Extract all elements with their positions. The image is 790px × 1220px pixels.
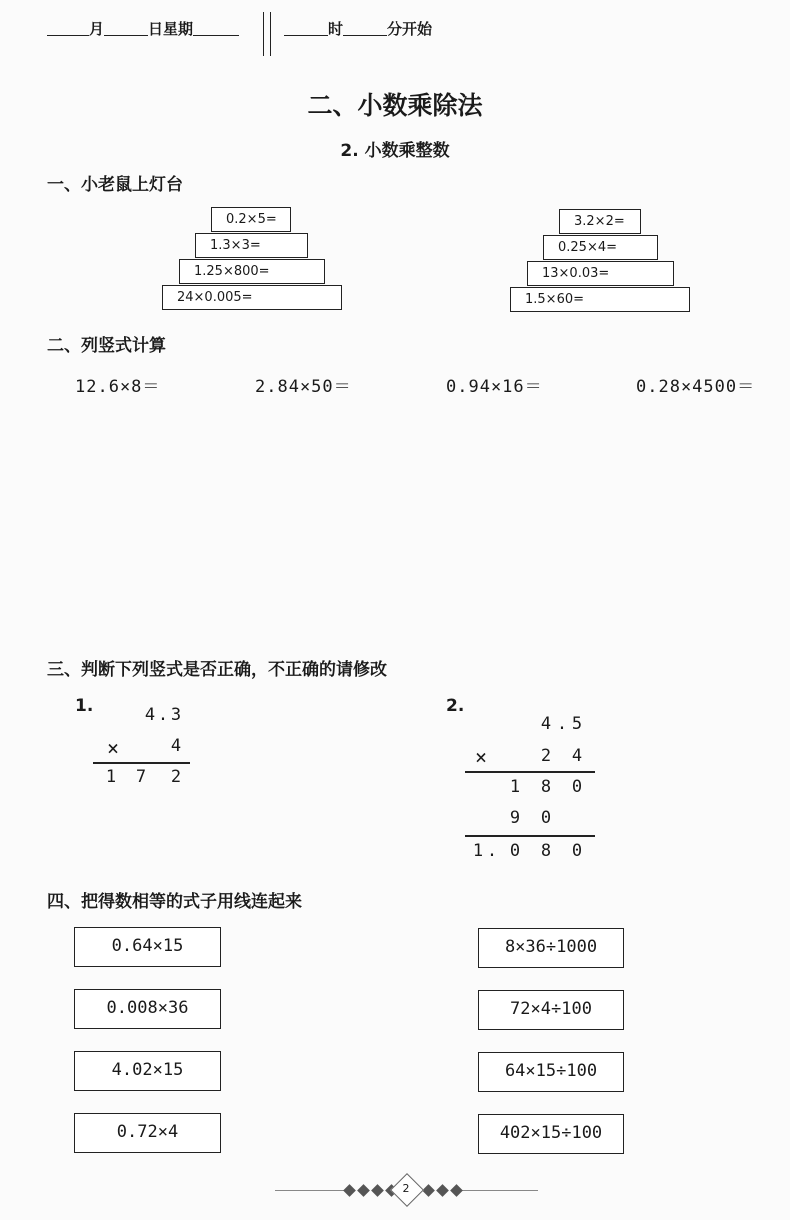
vertical-calc-problem-4: 0.28×4500＝ — [636, 377, 756, 397]
page-number: 2 — [402, 1182, 410, 1195]
hour-blank[interactable] — [284, 21, 328, 36]
footer-diamond-icon — [371, 1184, 384, 1197]
problem2-label: 2. — [446, 696, 465, 716]
p2-r1-dot: . — [556, 714, 568, 734]
p1-rule — [93, 762, 190, 764]
match-right-1[interactable]: 8×36÷1000 — [478, 928, 624, 968]
p2-r5-d3: 8 — [540, 841, 552, 861]
vertical-calc-problem-3: 0.94×16＝ — [446, 377, 543, 397]
section3-heading: 三、判断下列竖式是否正确，不正确的请修改 — [47, 660, 387, 680]
footer-rule-right — [458, 1190, 538, 1191]
p1-r3-d3: 2 — [170, 767, 182, 787]
p2-r4-d1: 9 — [509, 808, 521, 828]
p1-r1-dot: . — [157, 705, 169, 725]
month-blank[interactable] — [47, 21, 89, 36]
section4-heading: 四、把得数相等的式子用线连起来 — [47, 892, 302, 912]
vertical-calc-problem-2: 2.84×50＝ — [255, 377, 352, 397]
left-tower-brick-2[interactable]: 1.3×3= — [195, 233, 308, 258]
p2-rule-2 — [465, 835, 595, 837]
left-tower-brick-4[interactable]: 24×0.005= — [162, 285, 342, 310]
footer-diamond-icon — [436, 1184, 449, 1197]
header-divider-right — [270, 12, 271, 56]
match-left-2[interactable]: 0.008×36 — [74, 989, 221, 1029]
p1-multiply-sign: × — [106, 736, 120, 760]
match-right-2[interactable]: 72×4÷100 — [478, 990, 624, 1030]
p1-r3-d2: 7 — [135, 767, 147, 787]
match-right-3[interactable]: 64×15÷100 — [478, 1052, 624, 1092]
section2-heading: 二、列竖式计算 — [47, 336, 166, 356]
p2-r2-d2: 4 — [571, 746, 583, 766]
p1-r1-d1: 4 — [144, 705, 156, 725]
day-blank[interactable] — [104, 21, 148, 36]
p1-r1-d2: 3 — [170, 705, 182, 725]
footer-rule-left — [275, 1190, 350, 1191]
vertical-calc-problem-1: 12.6×8＝ — [75, 377, 161, 397]
p1-r3-d1: 1 — [105, 767, 117, 787]
right-tower-brick-1[interactable]: 3.2×2= — [559, 209, 641, 234]
minute-start-label: 分开始 — [387, 20, 433, 38]
section1-heading: 一、小老鼠上灯台 — [47, 175, 183, 195]
p2-r3-d2: 8 — [540, 777, 552, 797]
p2-multiply-sign: × — [474, 745, 488, 769]
right-tower-brick-3[interactable]: 13×0.03= — [527, 261, 674, 286]
match-left-1[interactable]: 0.64×15 — [74, 927, 221, 967]
footer-diamond-icon — [357, 1184, 370, 1197]
p2-r1-d2: 5 — [571, 714, 583, 734]
right-tower-brick-4[interactable]: 1.5×60= — [510, 287, 690, 312]
month-label: 月 — [89, 20, 105, 38]
minute-blank[interactable] — [343, 21, 387, 36]
chapter-title: 二、小数乘除法 — [307, 91, 483, 120]
match-right-4[interactable]: 402×15÷100 — [478, 1114, 624, 1154]
p2-r5-dot: . — [486, 841, 498, 861]
match-left-4[interactable]: 0.72×4 — [74, 1113, 221, 1153]
footer-diamond-icon — [343, 1184, 356, 1197]
hour-label: 时 — [328, 20, 344, 38]
match-left-3[interactable]: 4.02×15 — [74, 1051, 221, 1091]
p2-rule-1 — [465, 771, 595, 773]
header-time — [284, 18, 432, 39]
day-weekday-label: 日星期 — [148, 20, 194, 38]
p2-r3-d3: 0 — [571, 777, 583, 797]
footer-diamond-icon — [450, 1184, 463, 1197]
p2-r5-d1: 1 — [472, 841, 484, 861]
problem1-label: 1. — [75, 696, 94, 716]
header-date — [47, 18, 239, 39]
left-tower-brick-3[interactable]: 1.25×800= — [179, 259, 325, 284]
p2-r4-d2: 0 — [540, 808, 552, 828]
p2-r5-d2: 0 — [509, 841, 521, 861]
p2-r5-d4: 0 — [571, 841, 583, 861]
lesson-title: 2. 小数乘整数 — [340, 141, 450, 161]
p1-r2-d1: 4 — [170, 736, 182, 756]
p2-r3-d1: 1 — [509, 777, 521, 797]
right-tower-brick-2[interactable]: 0.25×4= — [543, 235, 658, 260]
left-tower-brick-1[interactable]: 0.2×5= — [211, 207, 291, 232]
p2-r1-d1: 4 — [540, 714, 552, 734]
weekday-blank[interactable] — [193, 21, 239, 36]
p2-r2-d1: 2 — [540, 746, 552, 766]
header-divider-left — [263, 12, 264, 56]
footer-diamond-icon — [422, 1184, 435, 1197]
